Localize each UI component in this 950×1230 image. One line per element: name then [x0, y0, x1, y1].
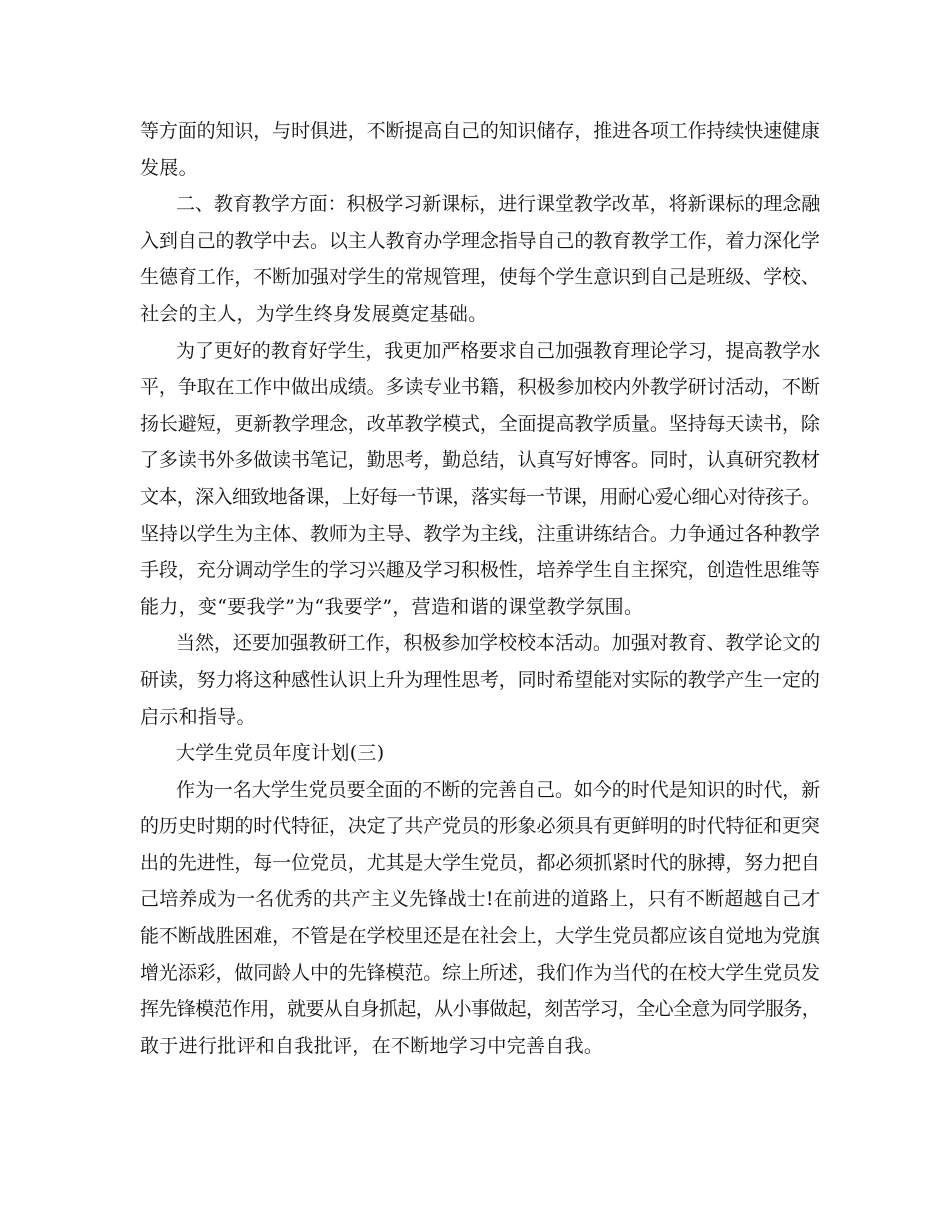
- text-line: 为了更好的教育好学生，我更加严格要求自己加强教育理论学习，提高教学水: [176, 339, 821, 362]
- text-line: 二、教育教学方面：积极学习新课标，进行课堂教学改革，将新课标的理念融: [176, 193, 821, 216]
- text-line: 生德育工作，不断加强对学生的常规管理，使每个学生意识到自己是班级、学校、: [140, 266, 820, 289]
- text-line: 社会的主人，为学生终身发展奠定基础。: [140, 302, 488, 325]
- text-line: 平，争取在工作中做出成绩。多读专业书籍，积极参加校内外教学研讨活动，不断: [140, 376, 820, 399]
- text-line: 入到自己的教学中去。以主人教育办学理念指导自己的教育教学工作，着力深化学: [140, 229, 820, 252]
- text-line: 发展。: [140, 156, 198, 179]
- text-line: 文本，深入细致地备课，上好每一节课，落实每一节课，用耐心爱心细心对待孩子。: [140, 485, 821, 508]
- text-line: 的历史时期的时代特征，决定了共产党员的形象必须具有更鲜明的时代特征和更突: [140, 815, 820, 838]
- text-line: 出的先进性，每一位党员，尤其是大学生党员，都必须抓紧时代的脉搏，努力把自: [140, 851, 820, 874]
- text-line: 敢于进行批评和自我批评，在不断地学习中完善自我。: [140, 1034, 604, 1057]
- text-line: 能力，变“要我学”为“我要学”，营造和谐的课堂教学氛围。: [140, 595, 644, 618]
- text-line: 了多读书外多做读书笔记，勤思考，勤总结，认真写好博客。同时，认真研究教材: [140, 449, 820, 472]
- text-line: 己培养成为一名优秀的共产主义先锋战士!在前进的道路上，只有不断超越自己才: [140, 888, 821, 911]
- text-line: 启示和指导。: [140, 705, 256, 728]
- text-line: 当然，还要加强教研工作，积极参加学校校本活动。加强对教育、教学论文的: [176, 632, 821, 655]
- text-line: 扬长避短，更新教学理念，改革教学模式，全面提高教学质量。坚持每天读书，除: [140, 412, 820, 435]
- text-line: 坚持以学生为主体、教师为主导、教学为主线，注重讲练结合。力争通过各种教学: [140, 522, 820, 545]
- section-heading: 大学生党员年度计划(三): [176, 742, 385, 765]
- text-line: 挥先锋模范作用，就要从自身抓起，从小事做起，刻苦学习，全心全意为同学服务，: [140, 998, 821, 1021]
- text-line: 能不断战胜困难，不管是在学校里还是在社会上，大学生党员都应该自觉地为党旗: [140, 925, 820, 948]
- text-line: 增光添彩，做同龄人中的先锋模范。综上所述，我们作为当代的在校大学生党员发: [140, 961, 820, 984]
- text-line: 作为一名大学生党员要全面的不断的完善自己。如今的时代是知识的时代，新: [176, 778, 821, 801]
- text-line: 等方面的知识，与时俱进，不断提高自己的知识储存，推进各项工作持续快速健康: [140, 120, 820, 142]
- text-line: 研读，努力将这种感性认识上升为理性思考，同时希望能对实际的教学产生一定的: [140, 668, 820, 691]
- document-body: [140, 113, 820, 1064]
- text-line: 手段，充分调动学生的学习兴趣及学习积极性，培养学生自主探究，创造性思维等: [140, 559, 820, 582]
